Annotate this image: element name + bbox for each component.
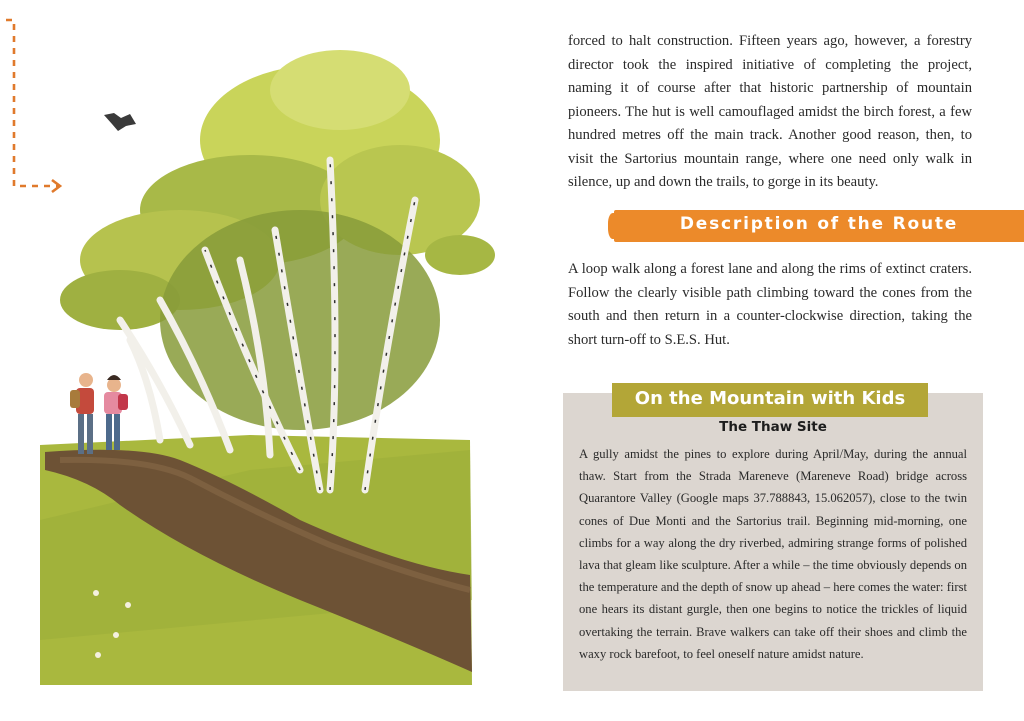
dashed-arrow-icon [6,20,60,192]
route-paragraph: A loop walk along a forest lane and along the rims of extinct craters. Follow the clearly visible path climbing toward the cones from the south and then return in a counter-clockwise direction, taking the short turn-off to S.E.S. Hut. [568,261,972,348]
hikers-icon [70,373,128,454]
route-heading: Description of the Route [679,214,959,234]
route-heading-banner [614,210,1024,242]
kids-heading-banner [612,383,928,417]
kids-heading: On the Mountain with Kids [634,388,906,409]
intro-paragraph: forced to halt construction. Fifteen years ago, however, a forestry director took the inspired initiative of completing the project, naming it of course after that historic partnership of mountain pioneers. The hut is well camouflaged amidst the birch forest, a few hundred metres off the main track. Another good reason, then, to visit the Sartorius mountain range, where one need only walk in silence, up and down the trails, to gorge in its beauty. [568,33,972,190]
kids-paragraph: A gully amidst the pines to explore during April/May, during the annual thaw. Start from the Strada Mareneve (Mareneve Road) bridge across Quarantore Valley (Google maps 37.788843, 15.062057), close to the twin cones of Due Monti and the Sartorius trail. Beginning mid-morning, one climbs for a way along the dry riverbed, admiring strange forms of polished lava that gleam like sculpture. After a while – the time obviously depends on the temperature and the depth of snow up ahead – here comes the water: first one hears its distant gurgle, then one begins to notice the trickles of liquid overtaking the terrain. Brave walkers can take off their shoes and climb the waxy rock barefoot, to feel oneself nature amidst nature. [579,447,967,661]
kids-subheading: The Thaw Site [719,419,827,435]
bird-icon [104,113,136,131]
